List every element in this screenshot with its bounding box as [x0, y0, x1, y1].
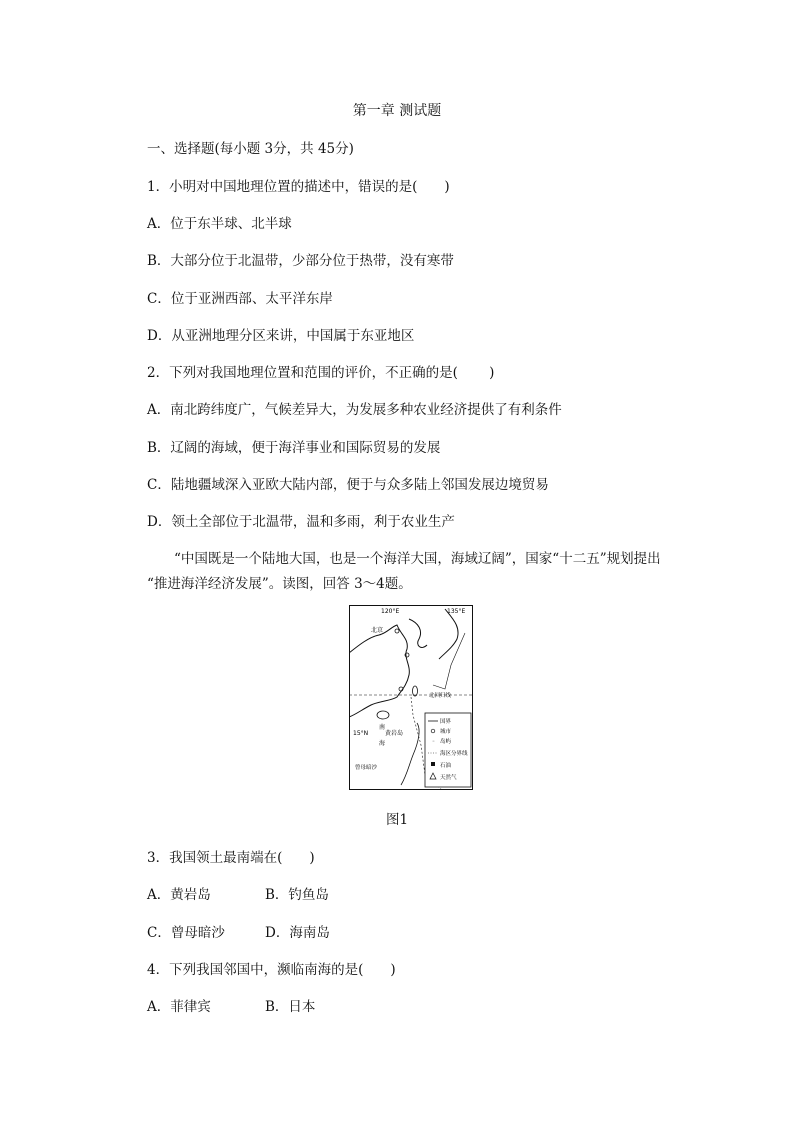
- passage-line-2: “推进海洋经济发展”。读图，回答 3～4题。: [147, 576, 412, 592]
- legend-oil: 石油: [440, 763, 452, 769]
- tropic-label: 北回归线: [429, 693, 452, 699]
- question-4-option-a: A．菲律宾: [147, 999, 211, 1015]
- question-4-option-b: B．日本: [265, 999, 316, 1015]
- question-2-option-b: B．辽阔的海域，便于海洋事业和国际贸易的发展: [147, 440, 441, 456]
- lat-label-15: 15°N: [353, 730, 369, 737]
- lon-label-120: 120°E: [381, 608, 400, 615]
- question-4-stem: 4．下列我国邻国中，濒临南海的是( ): [147, 962, 396, 978]
- legend-city: 城市: [440, 729, 452, 735]
- legend-sea-boundary: 海区分界线: [440, 751, 468, 757]
- question-1-option-d: D．从亚洲地理分区来讲，中国属于东亚地区: [147, 328, 415, 344]
- question-3-option-a: A．黄岩岛: [147, 887, 211, 903]
- legend-island: 岛屿: [440, 739, 452, 745]
- lon-label-135: 135°E: [447, 608, 466, 615]
- zengmu-label: 曾母暗沙: [355, 765, 378, 771]
- section-heading: 一、选择题(每小题 3分，共 45分): [147, 141, 354, 157]
- question-3-option-d: D．海南岛: [265, 925, 330, 941]
- question-3-option-b: B．钓鱼岛: [265, 887, 329, 903]
- beijing-label: 北京: [371, 627, 384, 634]
- legend-island-symbol: ◦: [432, 739, 435, 745]
- south-sea-label: 南: [379, 724, 386, 731]
- question-2-option-d: D．领土全部位于北温带，温和多雨，利于农业生产: [147, 514, 455, 530]
- oil-icon: [431, 762, 435, 766]
- page-title: 第一章 测试题: [352, 103, 442, 119]
- china-sea-map: [349, 605, 473, 790]
- question-1-option-b: B．大部分位于北温带，少部分位于热带，没有寒带: [147, 253, 454, 269]
- question-1-stem: 1．小明对中国地理位置的描述中，错误的是( ): [147, 179, 450, 195]
- question-1-option-c: C．位于亚洲西部、太平洋东岸: [147, 291, 333, 307]
- question-2-option-a: A．南北跨纬度广，气候差异大，为发展多种农业经济提供了有利条件: [147, 402, 562, 418]
- sea-label: 海: [379, 740, 386, 747]
- question-2-option-c: C．陆地疆域深入亚欧大陆内部，便于与众多陆上邻国发展边境贸易: [147, 477, 549, 493]
- question-3-stem: 3．我国领土最南端在( ): [147, 850, 315, 866]
- huangyan-label: 黄岩岛: [385, 730, 404, 737]
- question-1-option-a: A．位于东半球、北半球: [147, 216, 292, 232]
- question-2-stem: 2．下列对我国地理位置和范围的评价，不正确的是( ): [147, 365, 495, 381]
- legend-border: 国界: [440, 719, 452, 725]
- passage-line-1: “中国既是一个陆地大国，也是一个海洋大国，海域辽阔”，国家“十二五”规划提出: [174, 551, 661, 567]
- legend-gas: 天然气: [440, 775, 457, 781]
- question-3-option-c: C．曾母暗沙: [147, 925, 225, 941]
- figure-caption: 图1: [385, 812, 409, 828]
